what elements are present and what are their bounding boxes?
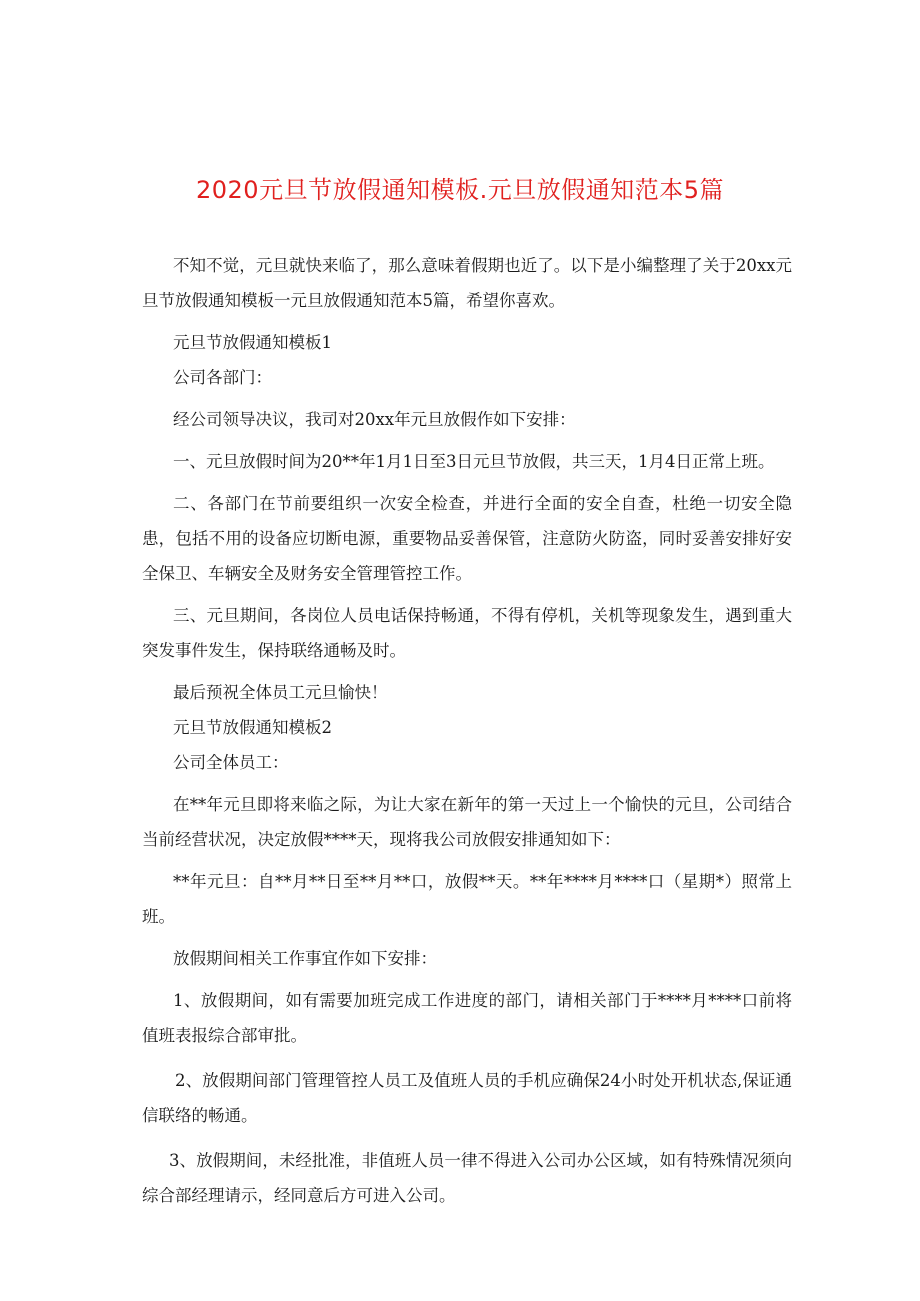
- arrangement-item-2: 2、放假期间部门管理管控人员工及值班人员的手机应确保24小时处开机状态,保证通信联络的畅通。: [142, 1071, 792, 1125]
- arrangement-item-3: 3、放假期间，未经批准，非值班人员一律不得进入公司办公区域，如有特殊情况须向综合部经理请示，经同意后方可进入公司。: [142, 1151, 792, 1205]
- decision-paragraph: 经公司领导决议，我司对20xx年元旦放假作如下安排：: [173, 410, 576, 429]
- arrangements-intro-paragraph: 放假期间相关工作事宜作如下安排：: [173, 949, 437, 968]
- safety-check-paragraph: 二、各部门在节前要组织一次安全检查，并进行全面的安全自查，杜绝一切安全隐患，包括不用的设备应切断电源，重要物品妥善保管，注意防火防盗，同时妥善安排好安全保卫、车辆安全及财务安全管理管控工作。: [142, 494, 792, 583]
- document-title: 2020元旦节放假通知模板.元旦放假通知范本5篇: [196, 176, 724, 204]
- closing-wish-paragraph: 最后预祝全体员工元旦愉快！: [173, 683, 388, 702]
- salutation-paragraph-2: 公司全体员工：: [173, 753, 289, 772]
- arrangement-item-1: 1、放假期间，如有需要加班完成工作进度的部门，请相关部门于****月****口前将值班表报综合部审批。: [142, 991, 792, 1045]
- phone-contact-paragraph: 三、元旦期间，各岗位人员电话保持畅通，不得有停机，关机等现象发生，遇到重大突发事件发生，保持联络通畅及时。: [142, 606, 792, 660]
- document-body: [142, 248, 792, 1213]
- intro-paragraph: 不知不觉，元旦就快来临了，那么意味着假期也近了。以下是小编整理了关于20xx元旦节放假通知模板一元旦放假通知范本5篇，希望你喜欢。: [142, 256, 792, 310]
- announcement-paragraph: 在**年元旦即将来临之际，为让大家在新年的第一天过上一个愉快的元旦，公司结合当前经营状况，决定放假****天，现将我公司放假安排通知如下：: [142, 795, 792, 849]
- salutation-paragraph: 公司各部门：: [173, 368, 272, 387]
- section-heading-template-1: 元旦节放假通知模板1: [173, 333, 332, 352]
- holiday-dates-paragraph: **年元旦：自**月**日至**月**口，放假**天。**年****月****口（星期*）照常上班。: [142, 872, 792, 926]
- holiday-time-paragraph: 一、元旦放假时间为20**年1月1日至3日元旦节放假，共三天，1月4日正常上班。: [173, 452, 775, 471]
- section-heading-template-2: 元旦节放假通知模板2: [173, 718, 332, 737]
